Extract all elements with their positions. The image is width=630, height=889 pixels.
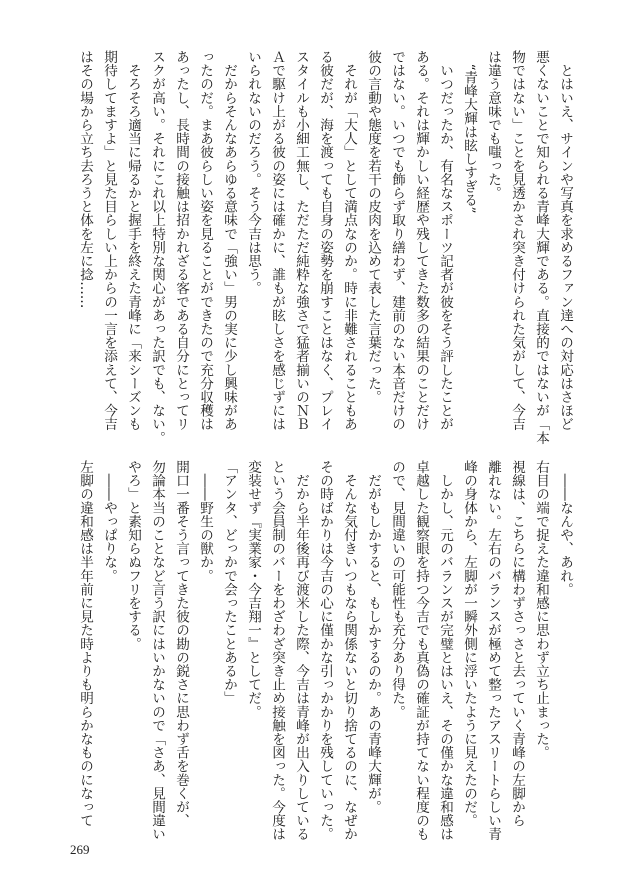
text-line: 左脚の違和感は半年前に見た時よりも明らかなものになって [77, 460, 93, 828]
text-line: 峰の身体から、左脚が一瞬外側に浮いたように見えたのだ。 [461, 460, 477, 828]
text-line: 彼の言動や態度を若干の皮肉を込めて表した言葉だった。 [365, 50, 381, 404]
text-line: 勿論本当のことなど言う訳にはいかないので「さあ、見間違い [149, 460, 165, 841]
text-line: その時ばかりは今吉の心に僅かな引っかかりを残していった。 [317, 460, 333, 841]
text-line: 悪くないことで知られる青峰大輝である。直接的ではないが「本 [533, 50, 549, 445]
text-line: ではない。いつでも飾らず取り繕わず、建前のない本音だけの [389, 50, 405, 431]
text-line: だから半年後再び渡米した際、今吉は青峰が出入りしている [293, 460, 309, 841]
text-line: 離れない。左右のバランスが極めて整ったアスリートらしい青 [485, 460, 501, 841]
text-line: Ａで駆け上がる彼の姿には確かに、誰もが眩しさを感じずには [269, 50, 285, 431]
text-line: という会員制のバーをわざわざ突き止め接触を図った。今度は [269, 460, 285, 841]
text-line: スクが高い。それにこれ以上特別な関心があった訳でも、ない。 [149, 50, 165, 445]
text-line: 右目の端で捉えた違和感に思わず立ち止まった。 [533, 460, 549, 760]
text-line: はその場から立ち去ろうと体を左に捻…… [77, 50, 93, 309]
text-line: ある。それは輝かしい経歴や残してきた数多の結果のことだけ [413, 50, 429, 431]
text-line: だがもしかすると、もしかするのか。あの青峰大輝が。 [365, 460, 381, 814]
text-line: そろそろ適当に帰るかと握手を終えた青峰に「来シーズンも [125, 50, 141, 431]
text-line: “青峰大輝は眩しすぎる” [461, 50, 477, 214]
text-line: 「アンタ、どっかで会ったことあるか」 [221, 460, 237, 705]
text-line: ので、見間違いの可能性も充分あり得た。 [389, 460, 405, 719]
text-line: いられないのだろう。そう今吉は思う。 [245, 50, 261, 295]
text-line: だからそんなあらゆる意味で「強い」男の実に少し興味があ [221, 50, 237, 431]
text-line: 変装せず『実業家・今吉翔一』としてだ。 [245, 460, 261, 719]
text-line: ――やっぱりな。 [101, 460, 117, 583]
text-line: やろ」と素知らぬフリをする。 [125, 460, 141, 651]
text-line: しかし、元のバランスが完璧とはいえ、その僅かな違和感は [437, 460, 453, 841]
text-line: ったのだ。まあ彼らしい姿を見ることができたので充分収穫は [197, 50, 213, 431]
text-line: ――なんや、あれ。 [557, 460, 573, 596]
text-line: 視線は、こちらに構わずさっさと去っていく青峰の左脚から [509, 460, 525, 828]
text-line: 開口一番そう言ってきた彼の勘の鋭さに思わず舌を巻くが、 [173, 460, 189, 828]
text-line: 物ではない」ことを見透かされ突き付けられた気がして、今吉 [509, 50, 525, 431]
text-line: それが「大人」として満点なのか。時に非難されることもあ [341, 50, 357, 431]
text-line: いつだったか、有名なスポーツ記者が彼をそう評したことが [437, 50, 453, 431]
text-line: スタイルも小細工無し、ただただ純粋な強さで猛者揃いのＮＢ [293, 50, 309, 431]
page-number: 269 [70, 842, 90, 857]
text-block-top [73, 50, 577, 445]
text-line: ――野生の獣か。 [197, 460, 213, 583]
text-line: る彼だが、海を渡っても自身の姿勢を崩すことはなく、プレイ [317, 50, 333, 431]
text-line: は違う意味でも嗤った。 [485, 50, 501, 200]
text-block-bottom [73, 460, 577, 840]
text-line: 卓越した観察眼を持つ今吉でも真偽の確証が持てない程度のも [413, 460, 429, 841]
text-line: あったし、長時間の接触は招かれざる客である自分にとってリ [173, 50, 189, 431]
text-line: 期待してますよ」と見た目らしい上からの一言を添えて、今吉 [101, 50, 117, 431]
text-line: とはいえ、サインや写真を求めるファン達への対応はさほど [557, 50, 573, 431]
text-line: そんな気付きいつもなら関係ないと切り捨てるのに、なぜか [341, 460, 357, 841]
